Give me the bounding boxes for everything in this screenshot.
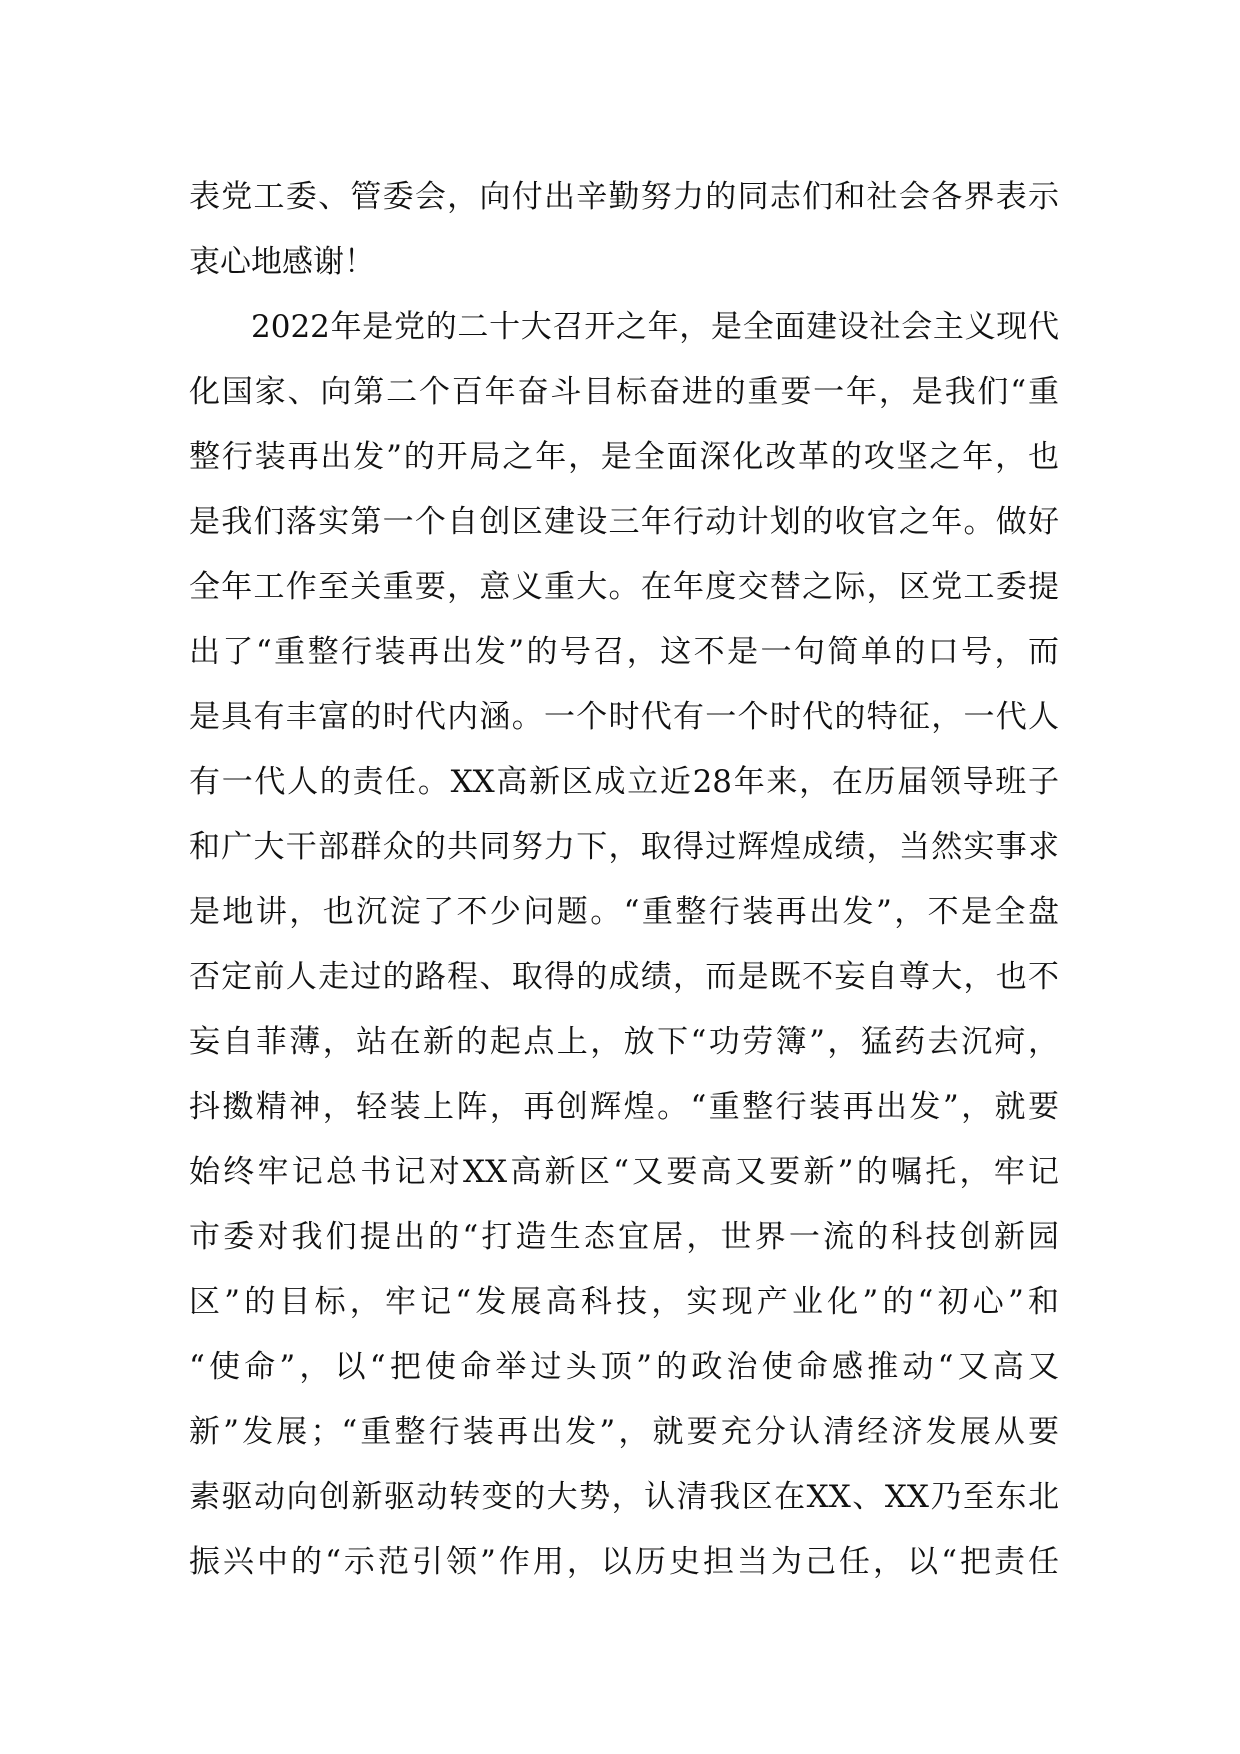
paragraph-line: 出了“重整行装再出发”的号召，这不是一句简单的口号，而 bbox=[189, 634, 1059, 670]
paragraph-line: 妄自菲薄，站在新的起点上，放下“功劳簿”，猛药去沉疴， bbox=[189, 1024, 1059, 1060]
paragraph-line: 有一代人的责任。XX高新区成立近28年来，在历届领导班子 bbox=[189, 764, 1059, 800]
paragraph-line: 整行装再出发”的开局之年，是全面深化改革的攻坚之年，也 bbox=[189, 439, 1059, 475]
paragraph-line: 是我们落实第一个自创区建设三年行动计划的收官之年。做好 bbox=[189, 504, 1059, 540]
paragraph-line: 新”发展；“重整行装再出发”，就要充分认清经济发展从要 bbox=[189, 1414, 1059, 1450]
document-page bbox=[189, 165, 1059, 1595]
paragraph-line: 全年工作至关重要，意义重大。在年度交替之际，区党工委提 bbox=[189, 569, 1059, 605]
paragraph-line: 是具有丰富的时代内涵。一个时代有一个时代的特征，一代人 bbox=[189, 699, 1059, 735]
paragraph-line: 化国家、向第二个百年奋斗目标奋进的重要一年，是我们“重 bbox=[189, 374, 1059, 410]
paragraph-line: 和广大干部群众的共同努力下，取得过辉煌成绩，当然实事求 bbox=[189, 829, 1059, 865]
paragraph-line: 衷心地感谢！ bbox=[189, 244, 375, 280]
paragraph-line: 是地讲，也沉淀了不少问题。“重整行装再出发”，不是全盘 bbox=[189, 894, 1059, 930]
paragraph-2 bbox=[189, 295, 1059, 1595]
paragraph-line: “使命”，以“把使命举过头顶”的政治使命感推动“又高又 bbox=[189, 1349, 1059, 1385]
paragraph-line: 抖擞精神，轻装上阵，再创辉煌。“重整行装再出发”，就要 bbox=[189, 1089, 1059, 1125]
paragraph-line: 区”的目标，牢记“发展高科技，实现产业化”的“初心”和 bbox=[189, 1284, 1059, 1320]
paragraph-line: 振兴中的“示范引领”作用，以历史担当为己任，以“把责任 bbox=[189, 1544, 1059, 1580]
paragraph-line: 表党工委、管委会，向付出辛勤努力的同志们和社会各界表示 bbox=[189, 179, 1059, 215]
paragraph-line: 市委对我们提出的“打造生态宜居，世界一流的科技创新园 bbox=[189, 1219, 1059, 1255]
paragraph-line: 2022年是党的二十大召开之年，是全面建设社会主义现代 bbox=[251, 309, 1059, 345]
paragraph-line: 素驱动向创新驱动转变的大势，认清我区在XX、XX乃至东北 bbox=[189, 1479, 1059, 1515]
paragraph-line: 始终牢记总书记对XX高新区“又要高又要新”的嘱托，牢记 bbox=[189, 1154, 1059, 1190]
paragraph-1 bbox=[189, 165, 1059, 295]
paragraph-line: 否定前人走过的路程、取得的成绩，而是既不妄自尊大，也不 bbox=[189, 959, 1059, 995]
